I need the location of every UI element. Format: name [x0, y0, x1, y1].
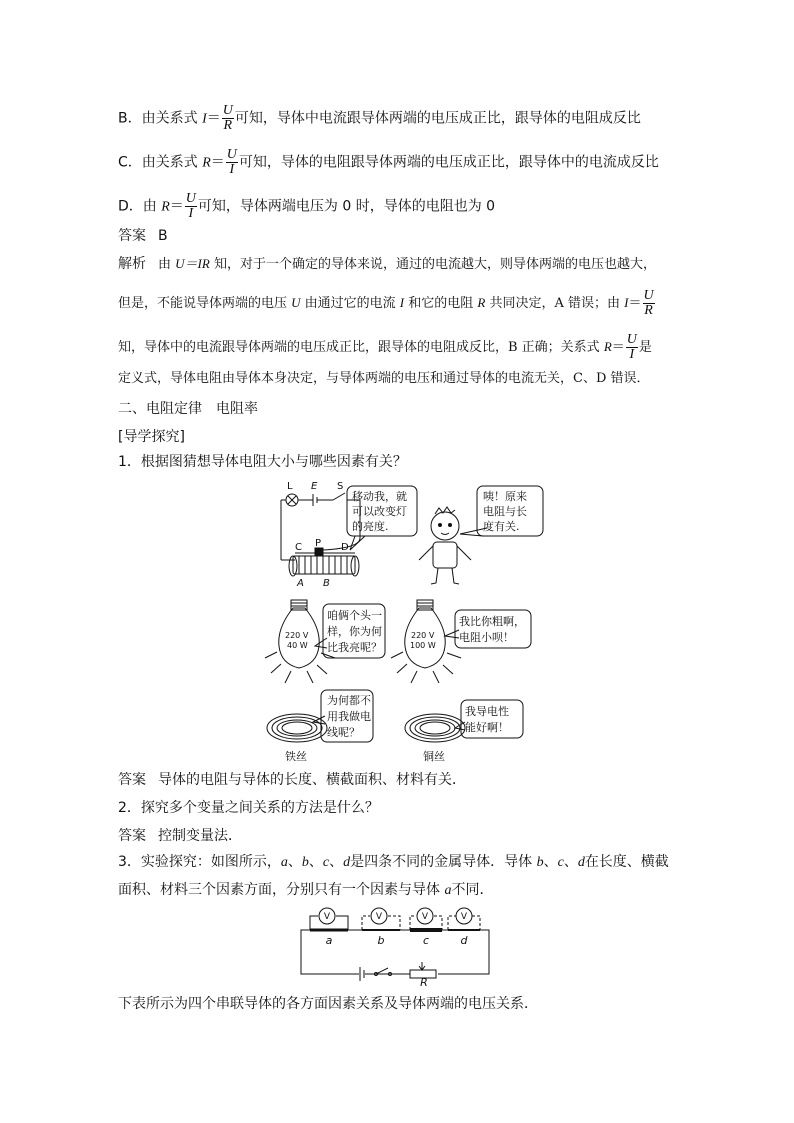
- voltmeter-c-label: V: [421, 912, 429, 922]
- q3-variable: b: [536, 855, 544, 870]
- analysis-formula: U＝IR: [175, 256, 210, 271]
- bulb-1-power: 40 W: [287, 641, 308, 650]
- bubble-4-line: 我比你粗啊，: [459, 615, 525, 628]
- label-s: S: [337, 481, 344, 492]
- analysis-text: 由: [158, 257, 176, 272]
- bubble-5-line: 为何都不: [327, 694, 371, 707]
- bulb-2-power: 100 W: [410, 641, 436, 650]
- bubble-5-line: 线呢？: [327, 726, 360, 739]
- option-c-text: 可知，导体的电阻跟导体两端的电压成正比，跟导体中的电流成反比: [238, 154, 659, 171]
- analysis-variable: R: [603, 339, 612, 354]
- answer-label: 答案: [118, 228, 146, 244]
- analysis-variable: R: [477, 295, 486, 310]
- conductor-a-label: a: [325, 934, 333, 947]
- bubble-2-line: 度有关.: [483, 520, 520, 533]
- answer-2: [118, 770, 466, 790]
- bubble-6-line: 能好啊！: [465, 721, 509, 734]
- label-l: L: [287, 481, 293, 492]
- option-d: [118, 192, 495, 221]
- option-c-fraction: [226, 148, 238, 177]
- analysis-variable: I: [624, 295, 629, 310]
- analysis-line-3: [118, 333, 652, 362]
- option-c-equals: ＝: [210, 154, 225, 171]
- option-b-fraction: [222, 104, 234, 133]
- bubble-1-line: 可以改变灯: [352, 505, 407, 518]
- q3-variable: a: [280, 855, 288, 870]
- label-c: C: [295, 542, 302, 553]
- question-3-line-1: [118, 852, 669, 873]
- label-e: E: [311, 481, 318, 492]
- wire-1-label: 铁丝: [285, 750, 307, 763]
- bubble-3-line: 样，你为何: [327, 625, 382, 638]
- q3-text: 是四条不同的金属导体．导体: [350, 854, 537, 870]
- conductor-d-label: d: [460, 934, 468, 947]
- analysis-variable: I: [399, 295, 405, 310]
- voltmeter-a-label: V: [323, 912, 331, 922]
- analysis-text: 定义式，导体电阻由导体本身决定，与导体两端的电压和通过导体的电流无关，C、D 错误．: [118, 371, 650, 386]
- q3-sep: 、: [308, 854, 323, 870]
- analysis-text: 知，对于一个确定的导体来说，通过的电流越大，则导体两端的电压也越大，: [209, 257, 656, 272]
- voltmeter-b-label: V: [375, 912, 383, 922]
- bubble-4-line: 电阻小呗！: [459, 631, 514, 644]
- answer-label: 答案: [118, 772, 146, 788]
- option-b-text: 可知，导体中电流跟导体两端的电压成正比，跟导体的电阻成反比: [234, 110, 641, 127]
- analysis-line-1: [118, 254, 656, 275]
- analysis-text: 是: [638, 340, 652, 355]
- analysis-label: 解析: [118, 256, 146, 272]
- q3-sep: 、: [329, 854, 344, 870]
- q3-sep: 、: [563, 854, 578, 870]
- conductor-c-label: c: [422, 934, 430, 947]
- q3-sep: 、: [543, 854, 558, 870]
- option-b-equals: ＝: [206, 110, 221, 127]
- fraction-numerator: U: [185, 191, 196, 206]
- option-d-text: 可知，导体两端电压为 0 时，导体的电阻也为 0: [197, 198, 496, 215]
- bubble-3-line: 咱俩个头一: [327, 609, 382, 622]
- analysis-text: ＝: [611, 340, 625, 355]
- bubble-6-line: 我导电性: [465, 705, 509, 718]
- fraction-numerator: U: [626, 332, 637, 347]
- bubble-5-line: 用我做电: [327, 710, 371, 723]
- q3-text: 3．实验探究：如图所示，: [118, 854, 281, 870]
- analysis-text: ＝: [628, 296, 642, 311]
- wire-2-label: 铜丝: [423, 750, 445, 763]
- label-d: D: [341, 542, 349, 553]
- fraction-numerator: U: [226, 147, 237, 162]
- answer-value: 控制变量法．: [158, 828, 242, 844]
- option-d-variable: R: [161, 199, 170, 215]
- q3-variable: b: [301, 855, 309, 870]
- option-c-variable: R: [202, 155, 211, 171]
- bubble-3-line: 比我亮呢？: [327, 641, 382, 654]
- answer-value: B: [158, 228, 168, 244]
- answer-value: 导体的电阻与导体的长度、横截面积、材料有关．: [158, 772, 466, 788]
- answer-label: 答案: [118, 828, 146, 844]
- analysis-line-4: [118, 369, 650, 389]
- option-d-equals: ＝: [169, 198, 184, 215]
- option-c-prefix: C．由关系式: [118, 154, 203, 171]
- bubble-2-line: 电阻与长: [483, 505, 527, 518]
- analysis-text: 但是，不能说导体两端的电压: [118, 296, 292, 311]
- guide-title: [导学探究]: [118, 429, 185, 445]
- bulb-2-voltage: 220 V: [411, 631, 435, 640]
- question-1: 1．根据图猜想导体电阻大小与哪些因素有关？: [118, 454, 407, 470]
- answer-1: [118, 226, 168, 246]
- analysis-text: 由通过它的电流: [300, 296, 400, 311]
- option-b-prefix: B．由关系式: [118, 110, 203, 127]
- table-intro: 下表所示为四个串联导体的各方面因素关系及导体两端的电压关系．: [118, 996, 538, 1012]
- option-b-variable: I: [202, 111, 207, 127]
- conductor-b-label: b: [377, 934, 385, 947]
- fraction-denominator: I: [188, 206, 194, 221]
- question-2: 2．探究多个变量之间关系的方法是什么？: [118, 800, 379, 816]
- analysis-text: 知，导体中的电流跟导体两端的电压成正比，跟导体的电阻成反比，B 正确；关系式: [118, 340, 604, 355]
- q3-variable: d: [577, 855, 585, 870]
- fraction-denominator: I: [629, 347, 635, 362]
- q3-text: 在长度、横截: [584, 854, 669, 870]
- label-a: A: [297, 578, 304, 589]
- analysis-fraction: [643, 289, 655, 318]
- option-d-prefix: D．由: [118, 198, 162, 215]
- resistance-factors-figure: [255, 478, 555, 768]
- bulb-1-voltage: 220 V: [285, 631, 309, 640]
- option-c: [118, 148, 659, 177]
- analysis-variable: U: [291, 295, 301, 310]
- rheostat-label: R: [420, 976, 428, 986]
- label-b: B: [323, 578, 330, 589]
- bubble-2-line: 咦！原来: [483, 490, 527, 503]
- fraction-denominator: R: [644, 303, 653, 318]
- voltmeter-d-label: V: [460, 912, 468, 922]
- q3-sep: 、: [287, 854, 302, 870]
- section-title: 二、电阻定律 电阻率: [118, 401, 258, 417]
- q3-variable: a: [444, 883, 452, 898]
- q3-variable: d: [343, 855, 351, 870]
- fraction-denominator: R: [223, 118, 233, 133]
- bubble-1-line: 的亮度.: [352, 520, 389, 533]
- bubble-1-line: 移动我，就: [352, 490, 407, 503]
- analysis-text: 共同决定，A 错误；由: [485, 296, 625, 311]
- option-d-fraction: [185, 192, 197, 221]
- analysis-fraction: [626, 333, 638, 362]
- analysis-line-2: [118, 289, 656, 318]
- fraction-numerator: U: [222, 103, 233, 118]
- fraction-numerator: U: [643, 288, 654, 303]
- q3-variable: c: [322, 855, 330, 870]
- q3-text: 面积、材料三个因素方面，分别只有一个因素与导体: [118, 882, 445, 898]
- question-3-line-2: [118, 880, 493, 901]
- q3-text: 不同．: [451, 882, 494, 898]
- fraction-denominator: I: [229, 162, 235, 177]
- option-b: [118, 104, 641, 133]
- series-conductor-circuit: [300, 906, 496, 986]
- label-p: P: [315, 538, 322, 549]
- q3-variable: c: [557, 855, 564, 870]
- analysis-text: 和它的电阻: [404, 296, 478, 311]
- answer-3: [118, 826, 242, 846]
